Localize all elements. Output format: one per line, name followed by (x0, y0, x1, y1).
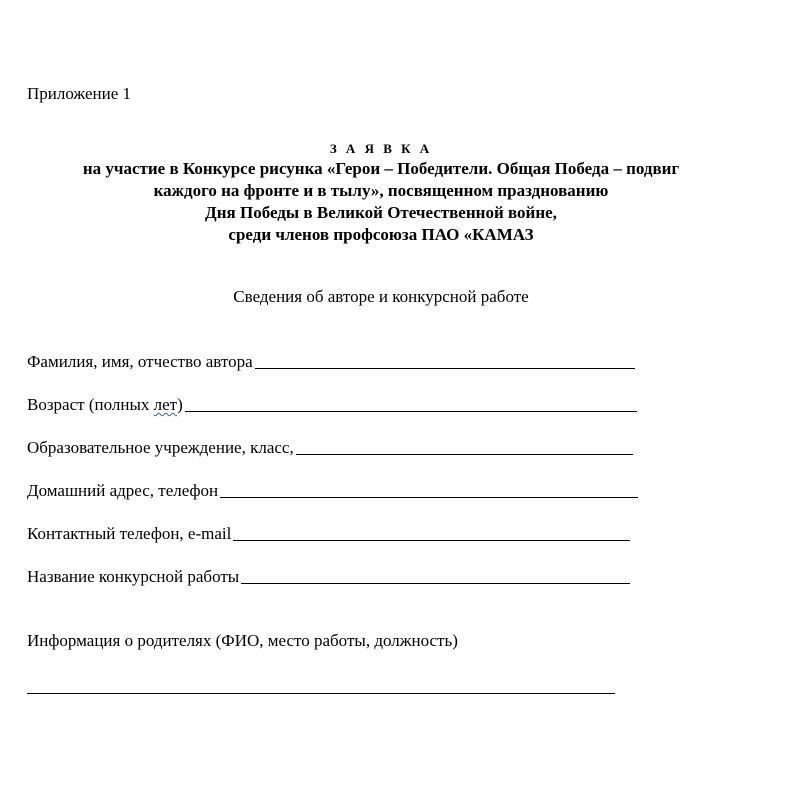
form-title-line-2: каждого на фронте и в тылу», посвященном празднованию (153, 181, 609, 200)
field-label-age-close: ) (177, 395, 183, 414)
form-heading: З А Я В К А (329, 141, 433, 156)
form-title-line-4: среди членов профсоюза ПАО «КАМАЗ (228, 225, 534, 244)
blank-line-parents-info[interactable] (27, 693, 615, 694)
field-label-work-title: Название конкурсной работы (27, 567, 240, 586)
form-title-line-1: на участие в Конкурсе рисунка «Герои – Победители. Общая Победа – подвиг (82, 159, 680, 178)
blank-line-school-class[interactable] (296, 453, 633, 455)
field-label-age-text: Возраст (полных (27, 395, 154, 414)
spellcheck-marked-word: лет (153, 395, 178, 414)
form-title (0, 140, 762, 246)
field-label-age (27, 394, 183, 416)
parents-info-label: Информация о родителях (ФИО, место работы, должность) (27, 631, 458, 650)
blank-line-age[interactable] (185, 410, 637, 412)
field-label-home-address: Домашний адрес, телефон (27, 481, 219, 500)
field-label-school-class: Образовательное учреждение, класс, (27, 438, 294, 457)
field-label-author-name: Фамилия, имя, отчество автора (27, 352, 253, 371)
field-work-title[interactable] (27, 566, 630, 588)
field-age[interactable] (27, 394, 637, 416)
form-title-line-3: Дня Победы в Великой Отечественной войне, (205, 203, 557, 222)
blank-line-home-address[interactable] (220, 496, 638, 498)
field-contact-phone-email[interactable] (27, 523, 630, 545)
section-subtitle: Сведения об авторе и конкурсной работе (233, 287, 529, 306)
field-school-class[interactable] (27, 437, 633, 459)
field-home-address[interactable] (27, 480, 638, 502)
field-label-contact-phone-email: Контактный телефон, e-mail (27, 524, 232, 543)
blank-line-contact-phone-email[interactable] (233, 539, 630, 541)
field-author-name[interactable] (27, 351, 635, 373)
appendix-label: Приложение 1 (27, 84, 131, 103)
blank-line-author-name[interactable] (255, 367, 635, 369)
blank-line-work-title[interactable] (241, 582, 630, 584)
